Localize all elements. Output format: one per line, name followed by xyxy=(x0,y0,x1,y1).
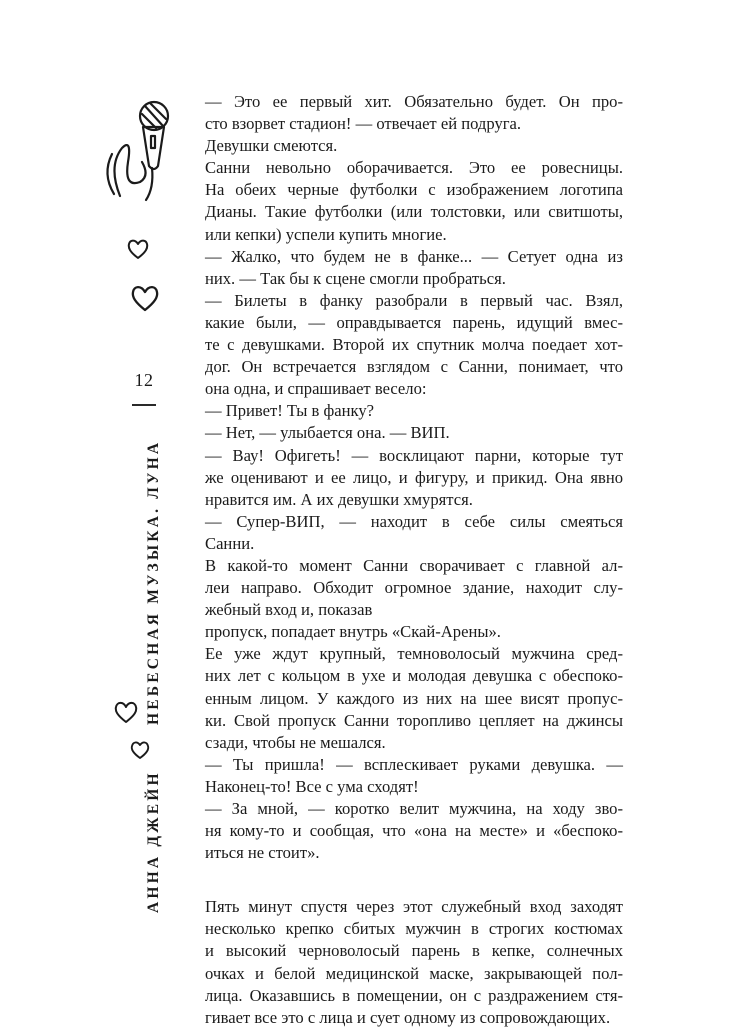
text-line: ня кому-то и сообщая, что «она на месте» и «беспоко- xyxy=(205,821,623,841)
text-line: Санни. xyxy=(205,533,255,553)
text-line: Ее уже ждут крупный, темноволосый мужчина сред- xyxy=(205,644,623,664)
heart-icon xyxy=(113,700,139,724)
text-line: На обеих черные футболки с изображением логотипа xyxy=(205,180,623,200)
text-line: или кепки) успели купить многие. xyxy=(205,224,447,244)
paragraph-gap xyxy=(205,864,623,896)
page-number: 12 xyxy=(134,370,154,390)
text-line: — Нет, — улыбается она. — ВИП. xyxy=(205,423,450,443)
text-line: сзади, чтобы не мешался. xyxy=(205,732,386,752)
text-line: — Вау! Офигеть! — восклицают парни, которые тут xyxy=(205,445,623,465)
text-line: пропуск, попадает внутрь «Скай-Арены». xyxy=(205,622,501,642)
body-text xyxy=(205,91,623,1029)
text-line: енным лицом. У каждого из них на шее висят пропус- xyxy=(205,688,623,708)
text-line: — Привет! Ты в фанку? xyxy=(205,401,375,421)
text-line: — Жалко, что будем не в фанке... — Сетует одна из xyxy=(205,246,623,266)
text-line: — Билеты в фанку разобрали в первый час. Взял, xyxy=(205,290,623,310)
text-line: Санни невольно оборачивается. Это ее ровесницы. xyxy=(205,158,623,178)
text-line: же оценивают и ее лицо, и фигуру, и прикид. Она явно xyxy=(205,467,623,487)
text-line: леи направо. Обходит огромное здание, находит слу- xyxy=(205,578,623,598)
text-line: В какой-то момент Санни сворачивает с главной ал- xyxy=(205,555,623,575)
text-line: Пять минут спустя через этот служебный вход заходят xyxy=(205,897,623,917)
text-line: лица. Оказавшись в помещении, он с раздражением стя- xyxy=(205,985,623,1005)
text-line: Дианы. Такие футболки (или толстовки, или свитшоты, xyxy=(205,202,623,222)
text-line: и высокий черноволосый парень в кепке, солнечных xyxy=(205,941,623,961)
text-line: сто взорвет стадион! — отвечает ей подруга. xyxy=(205,114,522,134)
text-line: ки. Свой пропуск Санни торопливо цепляет на джинсы xyxy=(205,710,623,730)
running-head-separator xyxy=(145,732,162,763)
running-head-title: НЕБЕСНАЯ МУЗЫКА. ЛУНА xyxy=(145,439,162,726)
text-line: — Это ее первый хит. Обязательно будет. Он про- xyxy=(205,92,623,111)
heart-icon xyxy=(130,284,160,312)
text-line: них. — Так бы к сцене смогли пробраться. xyxy=(205,268,506,288)
text-line: них лет с кольцом в ухе и молодая девушка с обеспоко- xyxy=(205,666,623,686)
text-line: она одна, и спрашивает весело: xyxy=(205,379,427,399)
text-line: гивает все это с лица и сует одному из сопровождающих. xyxy=(205,1007,611,1027)
text-line: какие были, — оправдывается парень, идущий вмес- xyxy=(205,312,623,332)
text-line: — Супер-ВИП, — находит в себе силы смеяться xyxy=(205,511,623,531)
text-line: нравится им. А их девушки хмурятся. xyxy=(205,489,473,509)
text-line: дог. Он встречается взглядом с Санни, понимает, что xyxy=(205,357,623,377)
text-line: те с девушками. Второй их спутник молча поедает хот- xyxy=(205,335,623,355)
text-line: — Ты пришла! — всплескивает руками девушка. — xyxy=(205,754,623,774)
microphone-doodle-icon xyxy=(98,96,188,206)
text-line: — За мной, — коротко велит мужчина, на ходу зво- xyxy=(205,799,623,818)
heart-icon xyxy=(126,238,150,260)
running-head xyxy=(145,440,163,913)
text-line: очках и белой медицинской маске, закрывающей пол- xyxy=(205,963,623,983)
running-head-author: АННА ДЖЕЙН xyxy=(145,770,162,913)
page-number-rule xyxy=(132,404,156,406)
text-line: жебный вход и, показав xyxy=(205,600,373,620)
text-line: Девушки смеются. xyxy=(205,136,338,156)
text-line: несколько крепко сбитых мужчин в строгих костюмах xyxy=(205,919,623,939)
text-line: иться не стоит». xyxy=(205,843,320,863)
text-line: Наконец-то! Все с ума сходят! xyxy=(205,776,419,796)
